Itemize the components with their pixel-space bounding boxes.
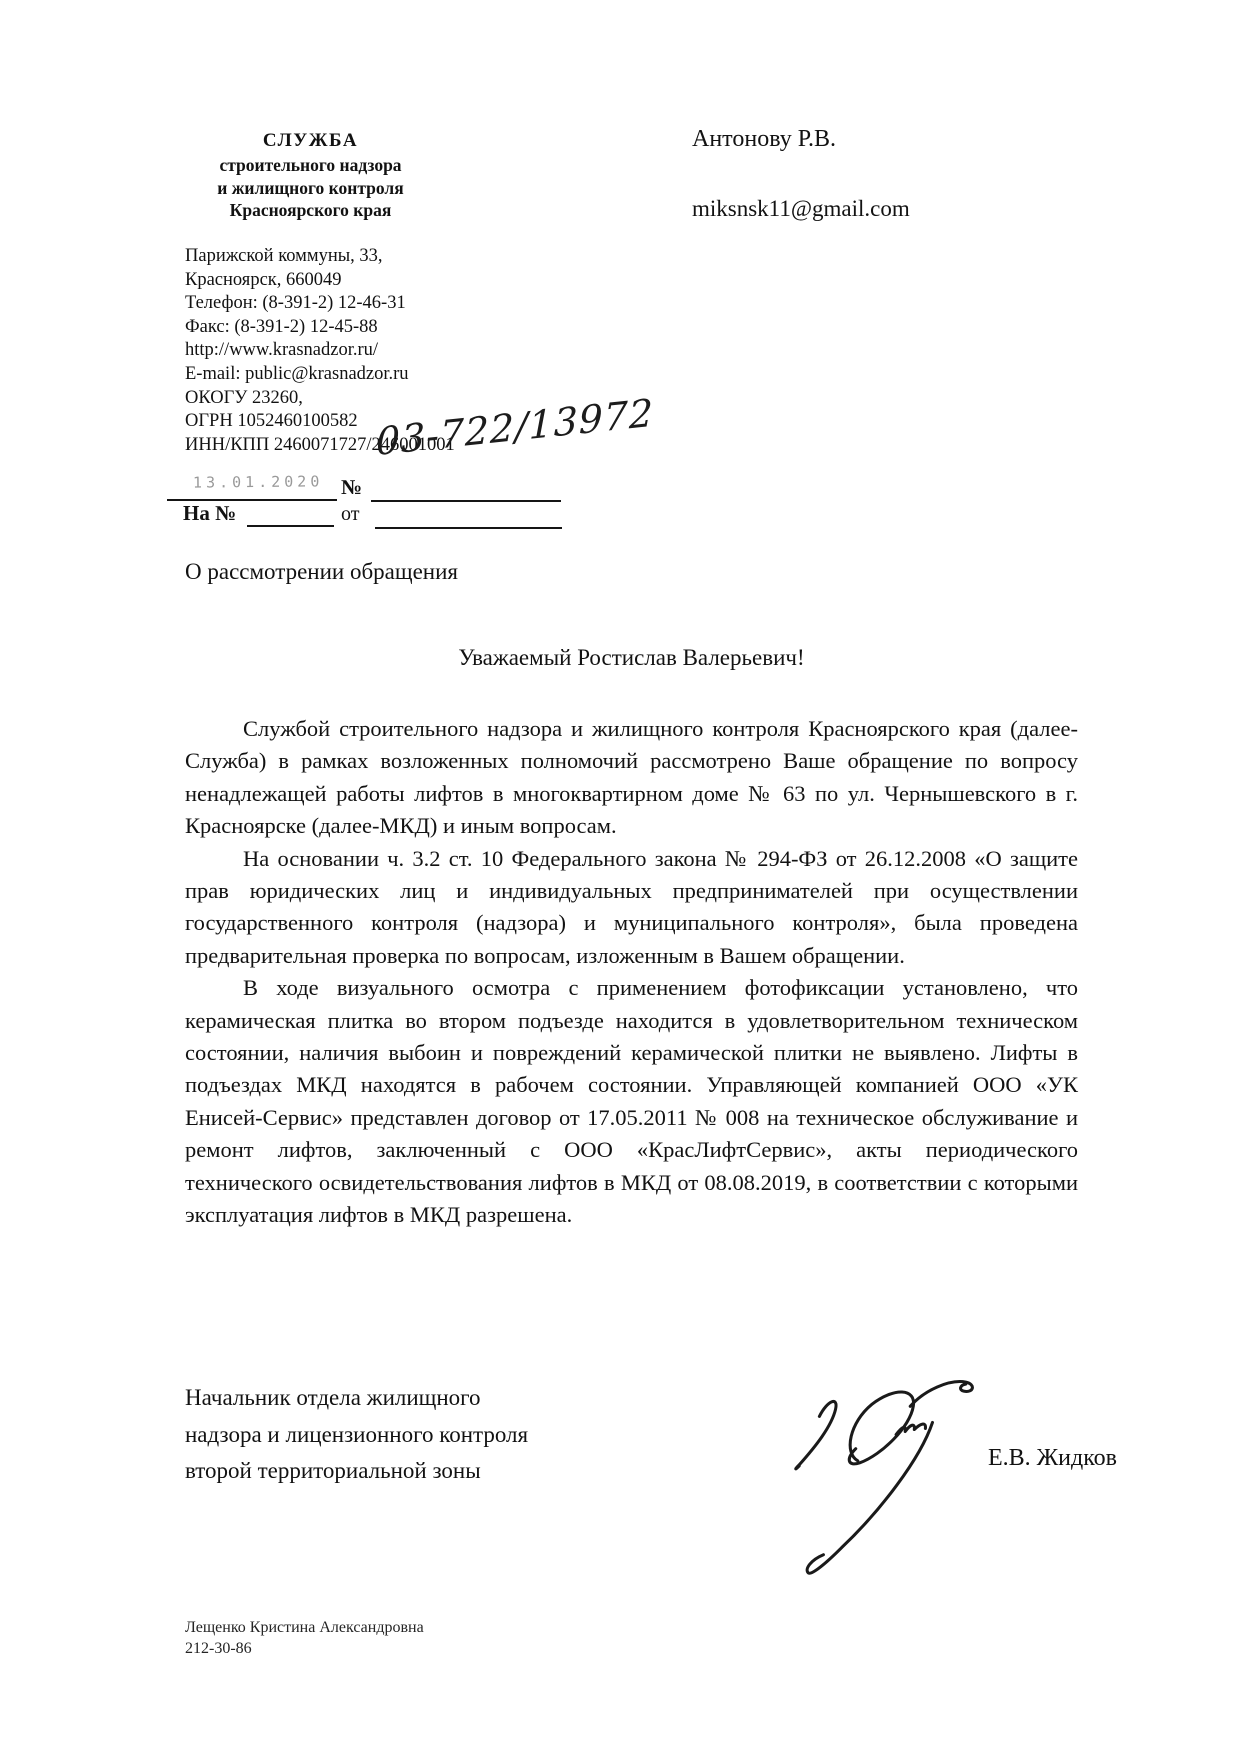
- sender-address-line: Красноярск, 660049: [185, 269, 342, 290]
- reply-date-underline: [375, 527, 562, 529]
- body-paragraph: Службой строительного надзора и жилищного контроля Красноярского края (далее-Служба) в рамках возложенных полномочий рассмотрено Ваше обращение по вопросу ненадлежащей работы лифтов в многоквартирном доме № 63 по ул. Чернышевского в г. Красноярске (далее-МКД) и иным вопросам.: [185, 716, 1078, 839]
- sender-address-line: ИНН/КПП 2460071727/246001001: [185, 434, 455, 455]
- executor-name: Лещенко Кристина Александровна: [185, 1619, 424, 1636]
- sender-org-line: строительного надзора: [219, 155, 402, 175]
- sender-org-line: Красноярского края: [229, 200, 392, 220]
- reply-number-underline: [247, 525, 334, 527]
- body-paragraph: На основании ч. 3.2 ст. 10 Федерального закона № 294-ФЗ от 26.12.2008 «О защите прав юридических лиц и индивидуальных предпринимателей при осуществлении государственного контроля (надзора) и муниципального контроля», была проведена предварительная проверка по вопросам, изложенным в Вашем обращении.: [185, 845, 1078, 968]
- signer-position-line: Начальник отдела жилищного: [185, 1385, 481, 1410]
- signer-position-line: второй территориальной зоны: [185, 1458, 481, 1483]
- reply-number-label: На №: [183, 501, 237, 525]
- signer-name: Е.В. Жидков: [988, 1445, 1117, 1471]
- sender-address-line: http://www.krasnadzor.ru/: [185, 340, 379, 361]
- signer-position: [185, 1380, 528, 1490]
- sender-address-line: E-mail: public@krasnadzor.ru: [185, 363, 409, 384]
- executor-phone: 212-30-86: [185, 1640, 252, 1657]
- sender-org-line: и жилищного контроля: [217, 177, 404, 198]
- handwritten-signature-icon: [783, 1374, 985, 1584]
- signer-position-line: надзора и лицензионного контроля: [185, 1421, 529, 1447]
- salutation: Уважаемый Ростислав Валерьевич!: [458, 645, 805, 670]
- sender-address-line: ОКОГУ 23260,: [185, 387, 303, 408]
- reply-date-label: от: [341, 503, 360, 525]
- number-underline: [371, 500, 561, 502]
- recipient-name: Антонову Р.В.: [692, 126, 837, 152]
- body-paragraph: В ходе визуального осмотра с применением фотофиксации установлено, что керамическая плитка во втором подъезде находится в удовлетворительном техническом состоянии, наличия выбоин и повреждений керамической плитки не выявлено. Лифты в подъездах МКД находятся в рабочем состоянии. Управляющей компанией ООО «УК Енисей-Сервис» представлен договор от 17.05.2011 № 008 на техническое обслуживание и ремонт лифтов, заключенный с ООО «КрасЛифтСервис», акты периодического технического освидетельствования лифтов в МКД от 08.08.2019, в соответствии с которыми эксплуатация лифтов в МКД разрешена.: [185, 975, 1078, 1228]
- number-sign: №: [341, 475, 363, 499]
- letter-body: [185, 713, 1078, 1232]
- recipient-email: miksnsk11@gmail.com: [692, 196, 910, 221]
- sender-org-name: СЛУЖБА: [262, 130, 359, 151]
- executor-info: [185, 1617, 424, 1659]
- subject-line: О рассмотрении обращения: [185, 559, 458, 584]
- sender-header: [163, 127, 458, 222]
- sender-address-line: Парижской коммуны, 33,: [185, 246, 383, 266]
- sender-address-line: ОГРН 1052460100582: [185, 411, 358, 432]
- date-stamp: 13.01.2020: [192, 472, 324, 492]
- sender-address-line: Факс: (8-391-2) 12-45-88: [185, 316, 378, 337]
- sender-address-line: Телефон: (8-391-2) 12-46-31: [185, 293, 406, 314]
- outgoing-number-handwritten: 03-722/13972: [376, 390, 654, 464]
